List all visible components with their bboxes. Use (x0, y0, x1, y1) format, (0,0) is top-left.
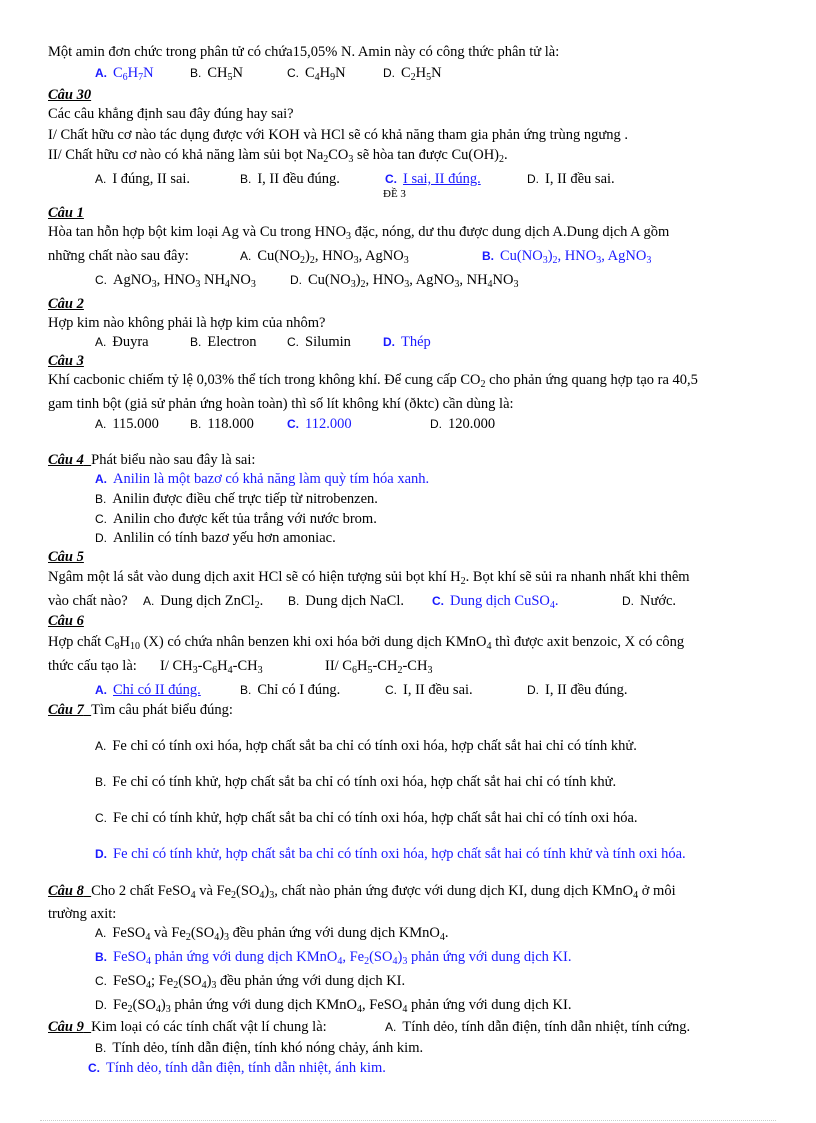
question-heading: Câu 6 (48, 613, 84, 629)
option-a: A. $C_6H_7N$ (95, 65, 154, 83)
option-c: C. FeSO$_4$; $Fe_2(SO_4)_3$ đều phản ứng với dung dịch KI. (95, 973, 406, 991)
option-a: A. I đúng, II sai. (95, 171, 191, 187)
option-d: D. I, II đều sai. (527, 171, 615, 187)
page-bottom-divider (40, 1120, 776, 1121)
option-d: D. $Fe_2(SO_4)_3$ phản ứng với dung dịch KMnO$_4$, FeSO$_4$ phản ứng với dung dịch KI. (95, 997, 572, 1015)
question-text: Hợp chất $C_8H_{10}$ (X) có chứa nhân benzen khi oxi hóa bởi dung dịch KMnO$_4$ thì được axit benzoic, X có công (48, 634, 685, 652)
question-text: thức cấu tạo là: (48, 658, 137, 674)
option-d: D. Thép (383, 334, 431, 350)
question-heading: Câu 30 (48, 87, 92, 103)
option-b: B. FeSO$_4$ phản ứng với dung dịch KMnO$_4$, $Fe_2(SO_4)_3$ phản ứng với dung dịch KI. (95, 949, 572, 967)
question-text: Khí cacbonic chiếm tỷ lệ 0,03% thể tích trong không khí. Để cung cấp $CO_2$ cho phản ứng quang hợp tạo ra 40,5 (48, 372, 698, 390)
option-b: B. I, II đều đúng. (240, 171, 340, 187)
question-heading: Câu 8 (48, 883, 84, 899)
option-c: C. I, II đều sai. (385, 682, 473, 698)
option-c: C. 112.000 (287, 416, 352, 432)
option-a: A. $Cu(NO_2)_2$, $HNO_3$, AgNO$_3$ (240, 248, 409, 266)
option-a: A. Tính dẻo, tính dẫn điện, tính dẫn nhiệt, tính cứng. (385, 1019, 691, 1035)
option-b: B. 118.000 (190, 416, 254, 432)
option-c: C. Tính dẻo, tính dẫn điện, tính dẫn nhiệt, ánh kim. (88, 1060, 386, 1076)
option-b: B. Tính dẻo, tính dẫn điện, tính khó nóng chảy, ánh kim. (95, 1040, 424, 1056)
option-d: D. 120.000 (430, 416, 496, 432)
option-c: C. AgNO$_3$, $HNO_3$ $NH_4NO_3$ (95, 272, 256, 290)
option-b: B. Chỉ có I đúng. (240, 682, 341, 698)
option-a: A. FeSO$_4$ và $Fe_2(SO_4)_3$ đều phản ứng với dung dịch KMnO$_4$. (95, 925, 449, 943)
question-text: Ngâm một lá sắt vào dung dịch axit HCl sẽ có hiện tượng sủi bọt khí $H_2$. Bọt khí sẽ sủi ra nhanh nhất khi thêm (48, 569, 690, 587)
option-a: A. Chỉ có II đúng. (95, 682, 201, 698)
option-b: B. Electron (190, 334, 257, 350)
option-a: A. Dung dịch ZnCl$_2$. (143, 593, 264, 611)
question-heading: Câu 3 (48, 353, 84, 369)
option-d: D. Anlilin có tính bazơ yếu hơn amoniac. (95, 530, 336, 546)
option-a: A. Đuyra (95, 334, 149, 350)
option-d: D. I, II đều đúng. (527, 682, 628, 698)
question-text (48, 701, 786, 719)
option-b: B. $Cu(NO_3)_2$, $HNO_3$, AgNO$_3$ (482, 248, 652, 266)
question-heading: Câu 2 (48, 296, 84, 312)
formula-ii: II/ $C_6H_5-CH_2-CH_3$ (325, 658, 433, 676)
question-text: Hòa tan hỗn hợp bột kim loại Ag và Cu trong $HNO_3$ đặc, nóng, dư thu được dung dịch A.Dung dịch A gồm (48, 224, 670, 242)
question-text: Hợp kim nào không phải là hợp kim của nhôm? (48, 315, 326, 331)
question-text: gam tinh bột (giả sử phản ứng hoàn toàn) thì số lít không khí (ðktc) cần dùng là: (48, 396, 514, 412)
formula-i: I/ $CH_3-C_6H_4-CH_3$ (160, 658, 263, 676)
question-text (48, 882, 786, 900)
option-c: C. Anilin cho được kết tủa trắng với nước brom. (95, 511, 377, 527)
option-c: C. Fe chỉ có tính khử, hợp chất sắt ba chỉ có tính oxi hóa, hợp chất sắt hai chỉ có tính oxi hóa. (95, 810, 638, 826)
option-d: D. $C_2H_5N$ (383, 65, 442, 83)
option-b: B. Anilin được điều chế trực tiếp từ nitrobenzen. (95, 491, 378, 507)
option-a: A. Anilin là một bazơ có khả năng làm quỳ tím hóa xanh. (95, 471, 430, 487)
question-text: Các câu khẳng định sau đây đúng hay sai? (48, 106, 294, 122)
option-c: C. I sai, II đúng. (385, 171, 481, 187)
question-prompt: Cho 2 chất FeSO$_4$ và $Fe_2(SO_4)_3$, chất nào phản ứng được với dung dịch KI, dung dịch KMnO$_4$ ở môi (91, 883, 676, 901)
question-text: trường axit: (48, 906, 117, 922)
option-b: B. Fe chỉ có tính khử, hợp chất sắt ba chỉ có tính oxi hóa, hợp chất sắt hai chỉ có tính khử. (95, 774, 617, 790)
option-b: B. $CH_5N$ (190, 65, 243, 83)
question-heading: Câu 7 (48, 702, 84, 718)
option-a: A. Fe chỉ có tính oxi hóa, hợp chất sắt ba chỉ có tính oxi hóa, hợp chất sắt hai chỉ có tính khử. (95, 738, 637, 754)
exam-label: ĐỀ 3 (383, 188, 406, 200)
question-heading: Câu 1 (48, 205, 84, 221)
question-heading: Câu 9 (48, 1019, 84, 1035)
option-b: B. Dung dịch NaCl. (288, 593, 405, 609)
question-text: những chất nào sau đây: (48, 248, 189, 264)
question-prompt: Phát biểu nào sau đây là sai: (91, 452, 256, 468)
option-d: D. Nước. (622, 593, 677, 609)
question-text: II/ Chất hữu cơ nào có khả năng làm sủi bọt $Na_2CO_3$ sẽ hòa tan được $Cu(OH)_2$. (48, 147, 508, 165)
option-d: D. Fe chỉ có tính khử, hợp chất sắt ba chỉ có tính oxi hóa, hợp chất sắt hai có tính khử và tính oxi hóa. (95, 846, 686, 862)
question-text (48, 451, 786, 469)
question-text: vào chất nào? (48, 593, 128, 609)
question-heading: Câu 4 (48, 452, 84, 468)
question-prompt: Kim loại có các tính chất vật lí chung là: (91, 1019, 327, 1035)
question-prompt: Tìm câu phát biểu đúng: (91, 702, 233, 718)
intro-question: Một amin đơn chức trong phân tử có chứa15,05% N. Amin này có công thức phân tử là: (48, 44, 560, 60)
question-heading: Câu 5 (48, 549, 84, 565)
question-text: I/ Chất hữu cơ nào tác dụng được với KOH và HCl sẽ có khả năng tham gia phản ứng trùng ngưng . (48, 127, 628, 143)
option-c: C. Dung dịch CuSO$_4$. (432, 593, 559, 611)
option-c: C. Silumin (287, 334, 351, 350)
option-a: A. 115.000 (95, 416, 159, 432)
option-d: D. $Cu(NO_3)_2$, $HNO_3$, AgNO$_3$, $NH_4NO_3$ (290, 272, 519, 290)
option-c: C. $C_4H_9N$ (287, 65, 346, 83)
